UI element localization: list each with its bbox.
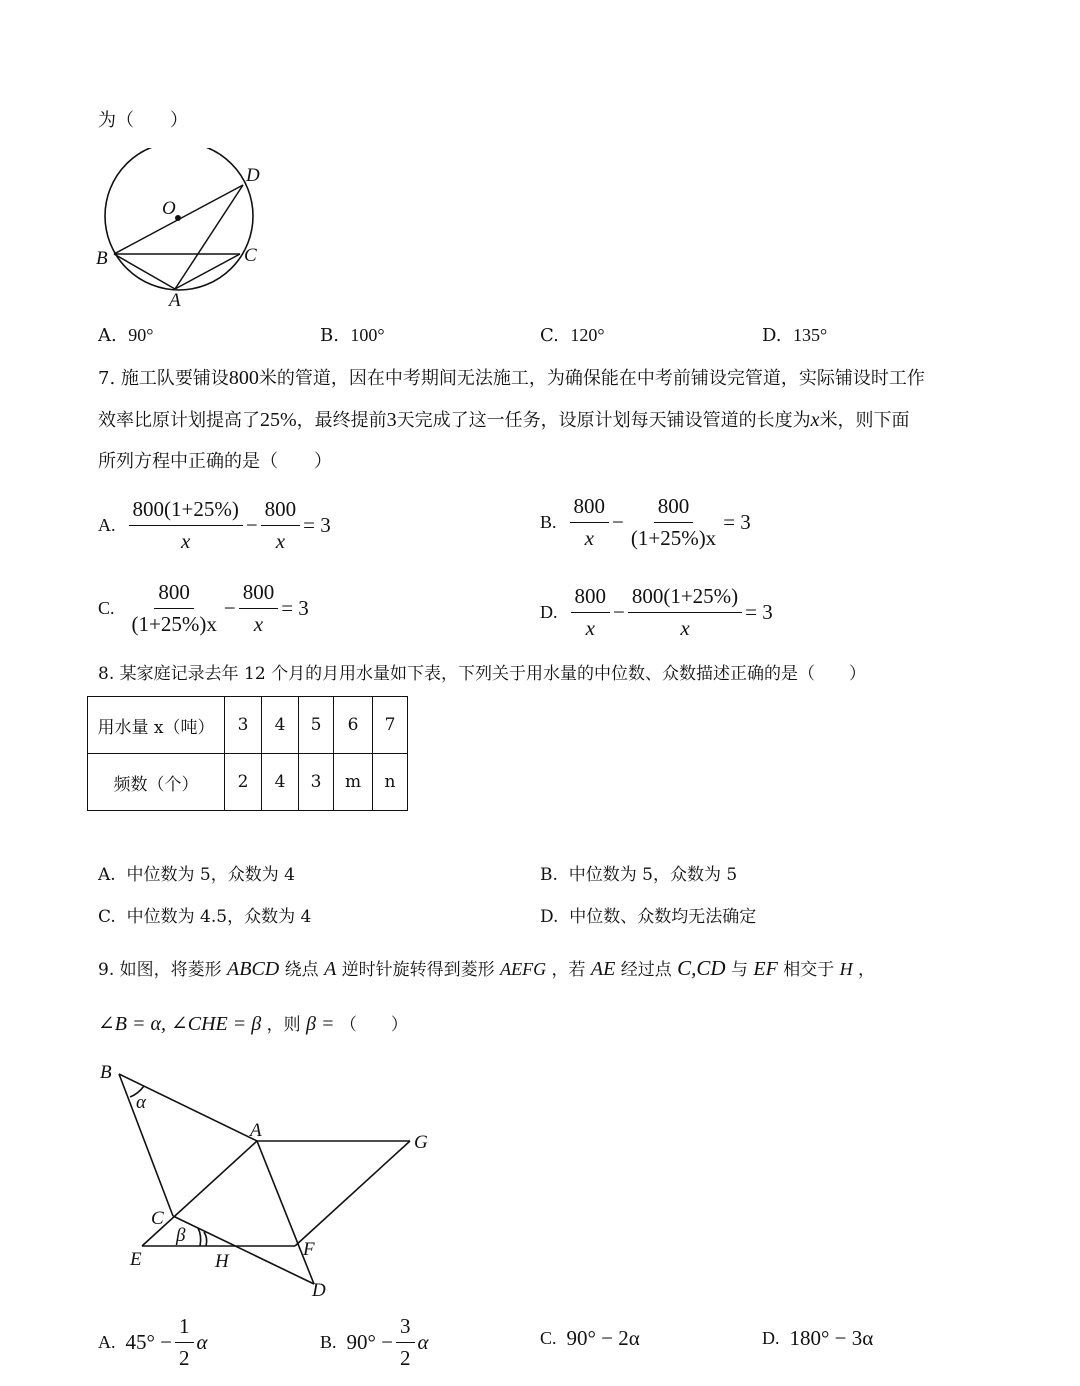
q6-stem-tail: 为（ ） [98, 110, 188, 131]
fraction: $\frac{800}{(1+25\%)x}$ [131, 580, 217, 636]
q8-option-b[interactable]: B. 中位数为 5，众数为 5 [540, 865, 738, 885]
arc-beta [198, 1228, 201, 1246]
label-beta: β [176, 1225, 186, 1246]
label-c: C [151, 1208, 164, 1229]
fraction: $\frac{1}{2}$ [175, 1314, 194, 1371]
label-d: D [246, 165, 260, 186]
q9-option-b[interactable]: B. 90° − $\frac{3}{2}$ α [320, 1314, 429, 1370]
q8-option-c[interactable]: C. 中位数为 4.5，众数为 4 [98, 907, 312, 927]
q7-stem-line2: 效率比原计划提高了25%，最终提前3天完成了这一任务，设原计划每天铺设管道的长度为x米，则下面 [98, 409, 910, 431]
label-a: A [169, 290, 181, 311]
q7-stem-line1: 7. 施工队要铺设800米的管道，因在中考期间无法施工，为确保能在中考前铺设完管道，实际铺设时工作 [98, 367, 925, 389]
q7-stem-line3: 所列方程中正确的是（ ） [98, 451, 332, 472]
fraction: $\frac{800}{(1+25\%)x}$ [630, 494, 717, 550]
q7-option-b[interactable]: B. $\frac{800}{x}$ − $\frac{800}{(1+25\%)x}$ = 3 [540, 494, 751, 550]
q6-circle-figure [80, 148, 290, 318]
q7-option-c[interactable]: C. $\frac{800}{(1+25\%)x}$ − $\frac{800}{x}$ = 3 [98, 580, 309, 636]
q6-option-c[interactable]: C. 120° [540, 325, 605, 346]
q6-option-d[interactable]: D. 135° [762, 325, 828, 346]
q9-stem-line2: ∠B = α, ∠CHE = β ，则 β = （ ） [98, 1013, 408, 1035]
label-alpha: α [136, 1092, 146, 1113]
fraction: $\frac{800}{x}$ [571, 584, 611, 641]
q6-option-b[interactable]: B. 100° [320, 325, 385, 346]
edge-bc [119, 1074, 173, 1216]
arc-h [204, 1232, 207, 1246]
water-usage-table [87, 696, 408, 811]
label-g: G [414, 1132, 428, 1153]
q8-option-d[interactable]: D. 中位数、众数均无法确定 [540, 907, 757, 927]
label-e: E [130, 1249, 142, 1270]
q9-rhombus-figure [90, 1052, 450, 1302]
edge-cd [173, 1216, 314, 1284]
q9-stem-line1: 9. 如图，将菱形 ABCD 绕点 A 逆时针旋转得到菱形 AEFG ，若 AE 经过点 C,CD 与 EF 相交于 H ， [98, 956, 876, 980]
q9-option-a[interactable]: A. 45° − $\frac{1}{2}$ α [98, 1314, 208, 1370]
center-point [175, 215, 181, 221]
edge-gf [295, 1141, 410, 1246]
chord-ba [114, 254, 175, 289]
q6-option-a[interactable]: A. 90° [98, 325, 154, 346]
label-b: B [96, 248, 108, 269]
q7-option-d[interactable]: D. $\frac{800}{x}$ − $\frac{800(1+25\%)}{x}$ = 3 [540, 584, 773, 640]
fraction: $\frac{800}{x}$ [261, 497, 301, 554]
label-a: A [250, 1120, 262, 1141]
fraction: $\frac{800(1+25\%)}{x}$ [628, 584, 742, 641]
q8-option-a[interactable]: A. 中位数为 5，众数为 4 [98, 865, 295, 885]
table-row: 频数（个） 2 4 3 m n [88, 754, 408, 811]
fraction: $\frac{800(1+25\%)}{x}$ [129, 497, 243, 554]
label-o: O [162, 198, 176, 219]
fraction: $\frac{800}{x}$ [570, 494, 610, 551]
fraction: $\frac{800}{x}$ [239, 580, 279, 637]
edge-ad [257, 1141, 314, 1284]
q9-option-c[interactable]: C. 90° − 2α [540, 1326, 640, 1350]
label-b: B [100, 1062, 112, 1083]
q7-option-a[interactable]: A. $\frac{800(1+25\%)}{x}$ − $\frac{800}{x}$ = 3 [98, 497, 331, 553]
label-h: H [215, 1251, 229, 1272]
label-d: D [312, 1280, 326, 1301]
table-row: 用水量 x（吨） 3 4 5 6 7 [88, 697, 408, 754]
chord-ad [175, 185, 243, 289]
fraction: $\frac{3}{2}$ [396, 1314, 415, 1371]
q9-option-d[interactable]: D. 180° − 3α [762, 1326, 874, 1350]
label-c: C [244, 245, 257, 266]
label-f: F [303, 1239, 315, 1260]
q8-stem: 8. 某家庭记录去年 12 个月的月用水量如下表，下列关于用水量的中位数、众数描述正确的是（ ） [98, 664, 867, 684]
